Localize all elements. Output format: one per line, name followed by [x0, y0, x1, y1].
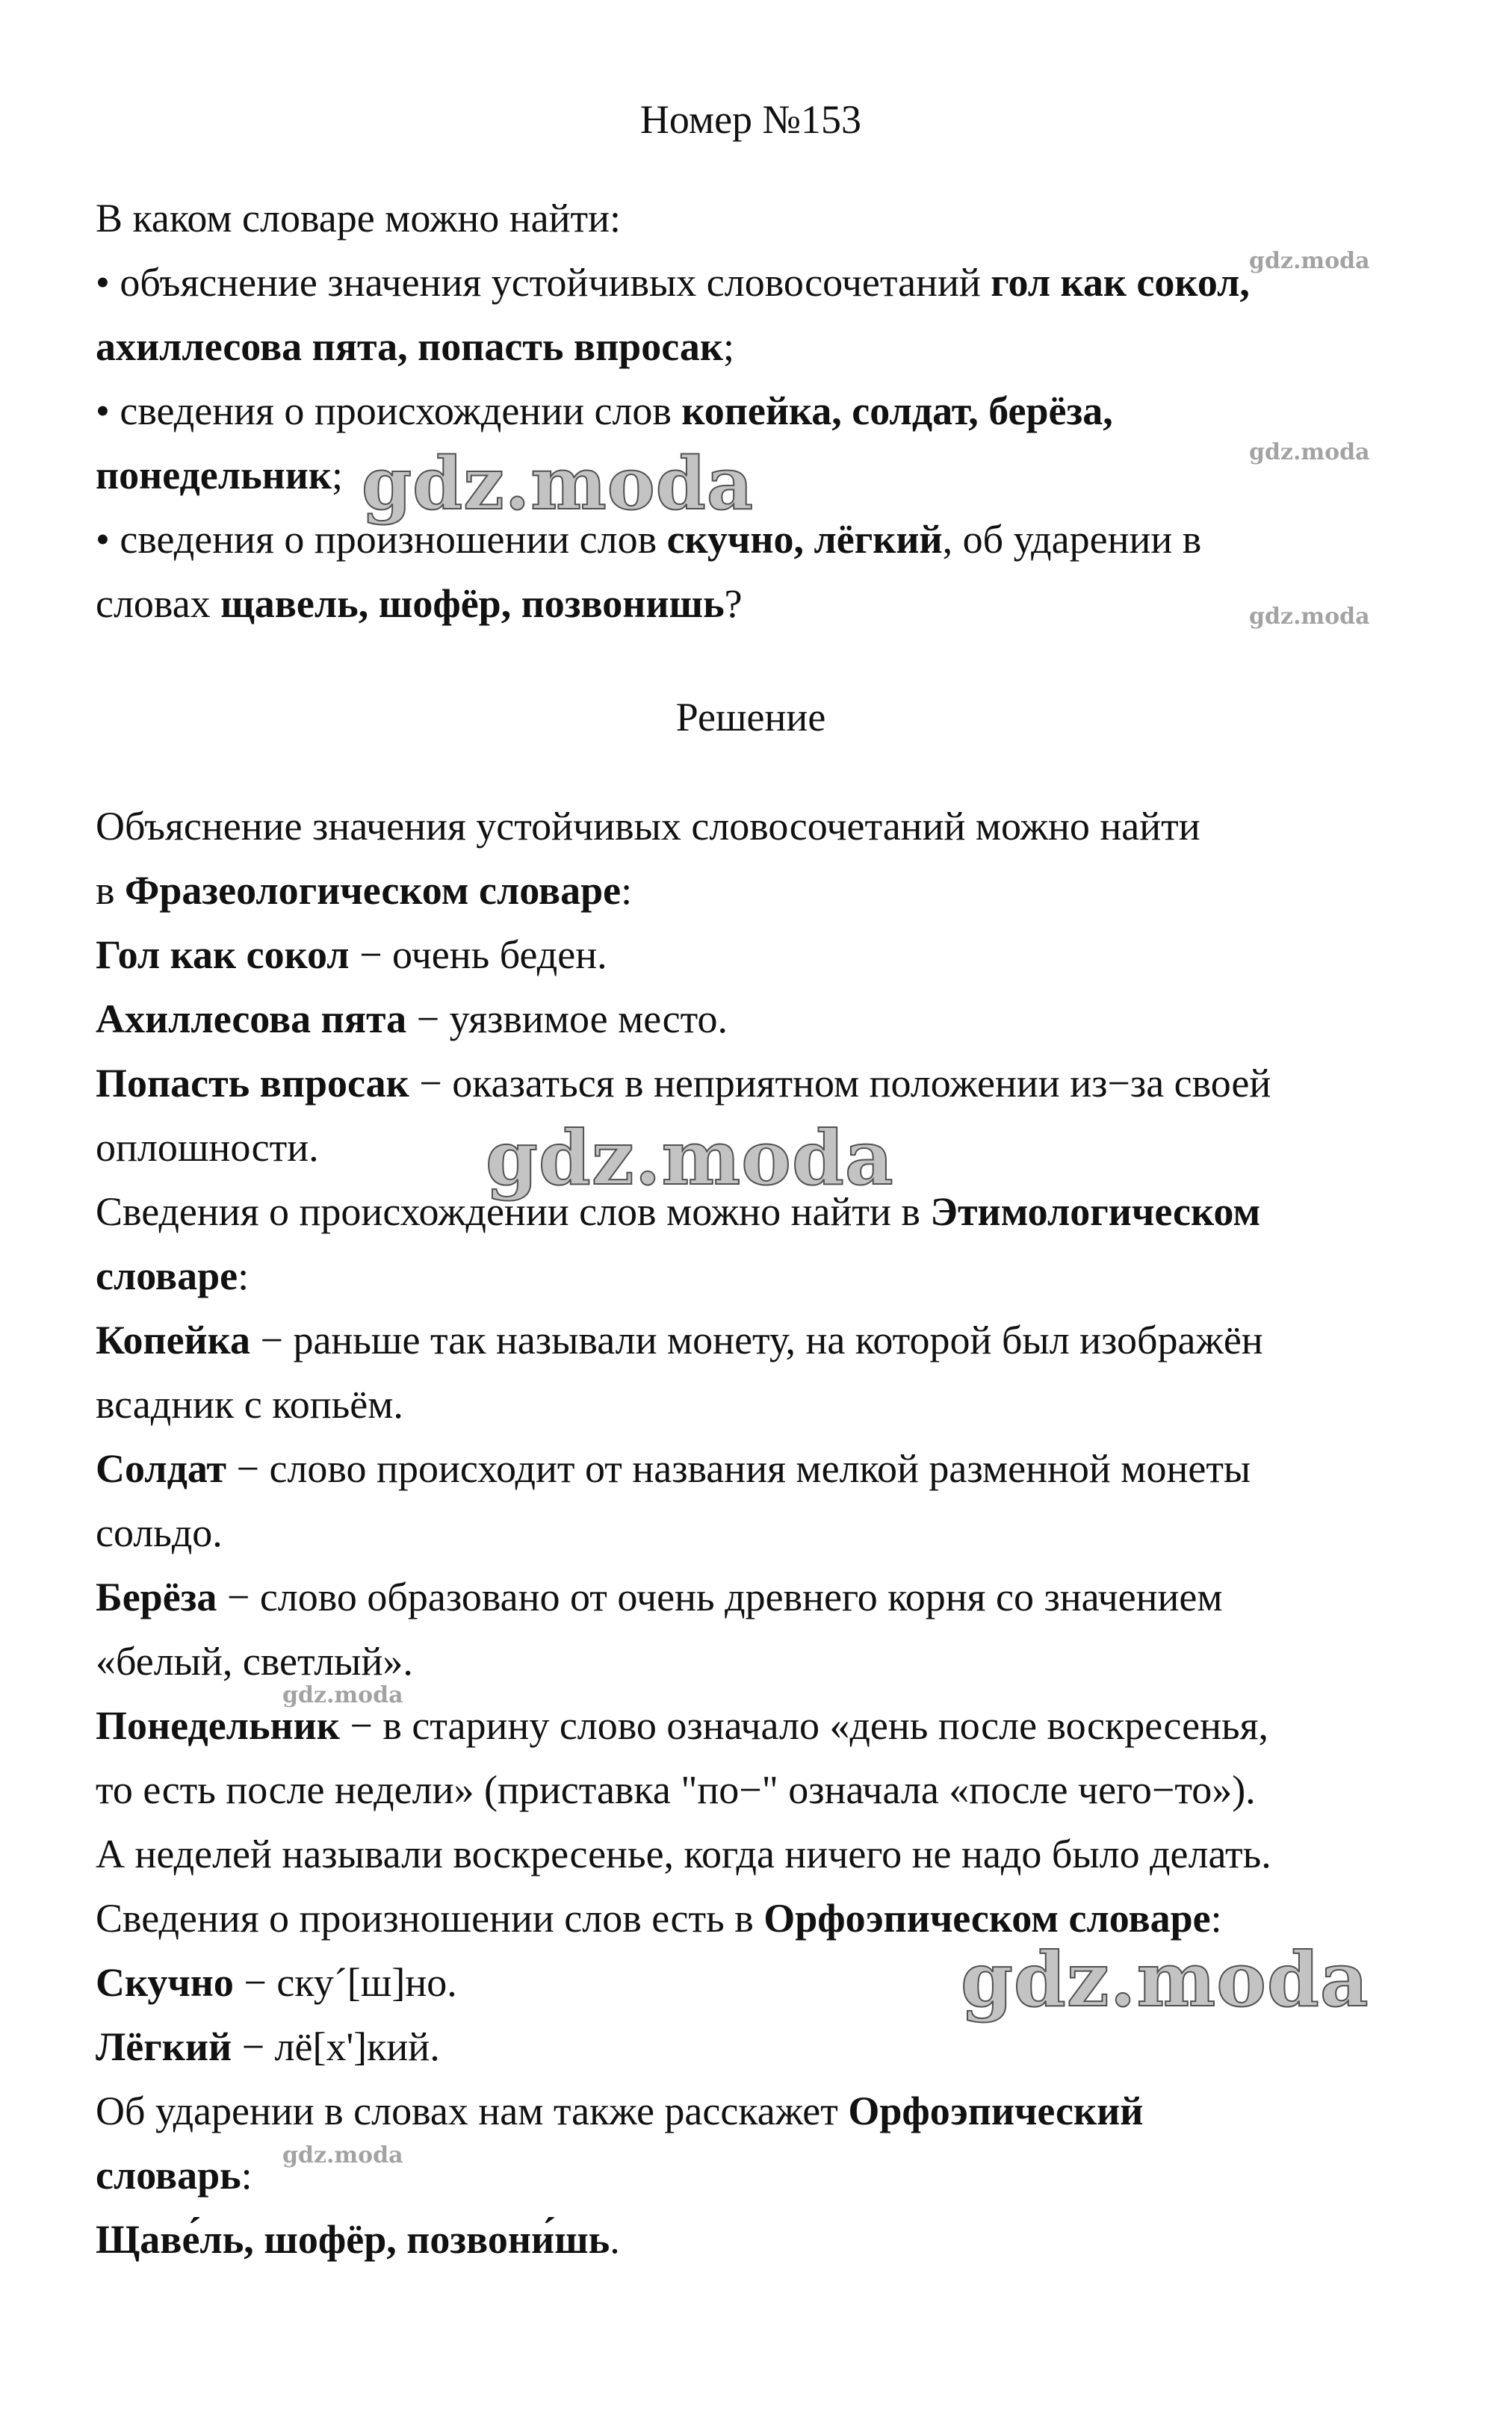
answer-words: Щаве́ль, шофёр, позвони́шь [96, 2217, 610, 2262]
dictionary-name: словаре [96, 1253, 238, 1298]
etymology-line-2: словаре: [96, 1253, 250, 1298]
definition-continuation: то есть после недели» (приставка "по−" означала «после чего−то»). [96, 1767, 1256, 1812]
orthoepy-line-1: Сведения о произношении слов есть в Орфоэпическом словаре: [96, 1896, 1222, 1941]
definition-entry: Ахиллесова пята − уязвимое место. [96, 996, 728, 1041]
definition-entry: Попаcть впросак − оказаться в неприятном положении из−за своей [96, 1061, 1271, 1106]
question-bullet-3-line-2: словах щавель, шофёр, позвонишь? [96, 581, 743, 626]
question-bullet-2-line-2: понедельник; [96, 453, 343, 497]
entry-term: Ахиллесова пята [96, 996, 407, 1041]
question-bullet-2-line-1: • сведения о происхождении слов копейка, солдат, берёза, [96, 388, 1113, 433]
watermark-small: gdz.moda [1249, 439, 1370, 465]
definition-entry: Скучно − ску´[ш]но. [96, 1960, 457, 2005]
entry-term: Гол как сокол [96, 932, 350, 977]
watermark-small: gdz.moda [282, 2142, 403, 2168]
definition-continuation: сольдо. [96, 1510, 223, 1555]
watermark-small: gdz.moda [282, 1682, 403, 1708]
definition-entry: Гол как сокол − очень беден. [96, 932, 607, 977]
stress-answer: Щаве́ль, шофёр, позвони́шь. [96, 2217, 620, 2262]
stress-line-2: словарь: [96, 2153, 252, 2198]
dictionary-name: словарь [96, 2153, 241, 2198]
definition-entry: Копейка − раньше так называли монету, на которой был изображён [96, 1318, 1263, 1362]
entry-term: Понедельник [96, 1703, 340, 1748]
definition-continuation: А неделей называли воскресенье, когда ничего не надо было делать. [96, 1832, 1271, 1876]
question-intro: В каком словаре можно найти: [96, 196, 621, 241]
definition-continuation: оплошности. [96, 1125, 319, 1170]
watermark-large: gdz.moda [486, 1114, 894, 1202]
question-bullet-3-line-1: • сведения о произношении слов скучно, лёгкий, об ударении в [96, 517, 1202, 562]
etymology-line-1: Сведения о происхождении слов можно найти в Этимологическом [96, 1189, 1261, 1234]
question-bullet-1-line-2: ахиллесова пята, попасть впросак; [96, 324, 734, 369]
entry-term: Берёза [96, 1575, 217, 1619]
definition-continuation: «белый, светлый». [96, 1639, 413, 1684]
question-bullet-1-line-1: • объяснение значения устойчивых словосочетаний гол как сокол, [96, 260, 1250, 305]
watermark-large: gdz.moda [362, 441, 755, 526]
dictionary-name: Орфоэпический [848, 2089, 1144, 2133]
question-bold-term: копейка, солдат, берёза, [681, 388, 1113, 433]
question-bold-term: ахиллесова пята, попасть впросак [96, 324, 723, 369]
watermark-small: gdz.moda [1249, 604, 1370, 630]
definition-continuation: всадник с копьём. [96, 1382, 403, 1427]
question-bold-term: гол как сокол, [991, 260, 1250, 305]
dictionary-name: Этимологическом [930, 1189, 1261, 1234]
definition-entry: Лёгкий − лё[х']кий. [96, 2024, 440, 2069]
page-title: Номер №153 [639, 97, 862, 142]
question-bold-term: скучно, лёгкий [666, 517, 943, 562]
question-bold-term: щавель, шофёр, позвонишь [220, 581, 725, 626]
definition-entry: Солдат − слово происходит от названия мелкой разменной монеты [96, 1446, 1251, 1491]
watermark-large: gdz.moda [961, 1935, 1369, 2024]
entry-term: Солдат [96, 1446, 227, 1491]
entry-term: Попаcть впросак [96, 1061, 409, 1106]
stress-line-1: Об ударении в словах нам также расскажет Орфоэпический [96, 2089, 1144, 2133]
dictionary-name: Фразеологическом словаре [125, 868, 622, 913]
watermark-small: gdz.moda [1249, 248, 1370, 274]
phraseology-line-2: в Фразеологическом словаре: [96, 868, 633, 913]
phraseology-line-1: Объяснение значения устойчивых словосочетаний можно найти [96, 804, 1200, 849]
entry-term: Скучно [96, 1960, 234, 2005]
definition-entry: Понедельник − в старину слово означало «день после воскресенья, [96, 1703, 1268, 1748]
entry-term: Лёгкий [96, 2024, 232, 2069]
definition-entry: Берёза − слово образовано от очень древнего корня со значением [96, 1575, 1223, 1619]
question-bold-term: понедельник [96, 453, 332, 497]
solution-title: Решение [675, 695, 826, 740]
dictionary-name: Орфоэпическом словаре [763, 1896, 1211, 1941]
entry-term: Копейка [96, 1318, 250, 1362]
